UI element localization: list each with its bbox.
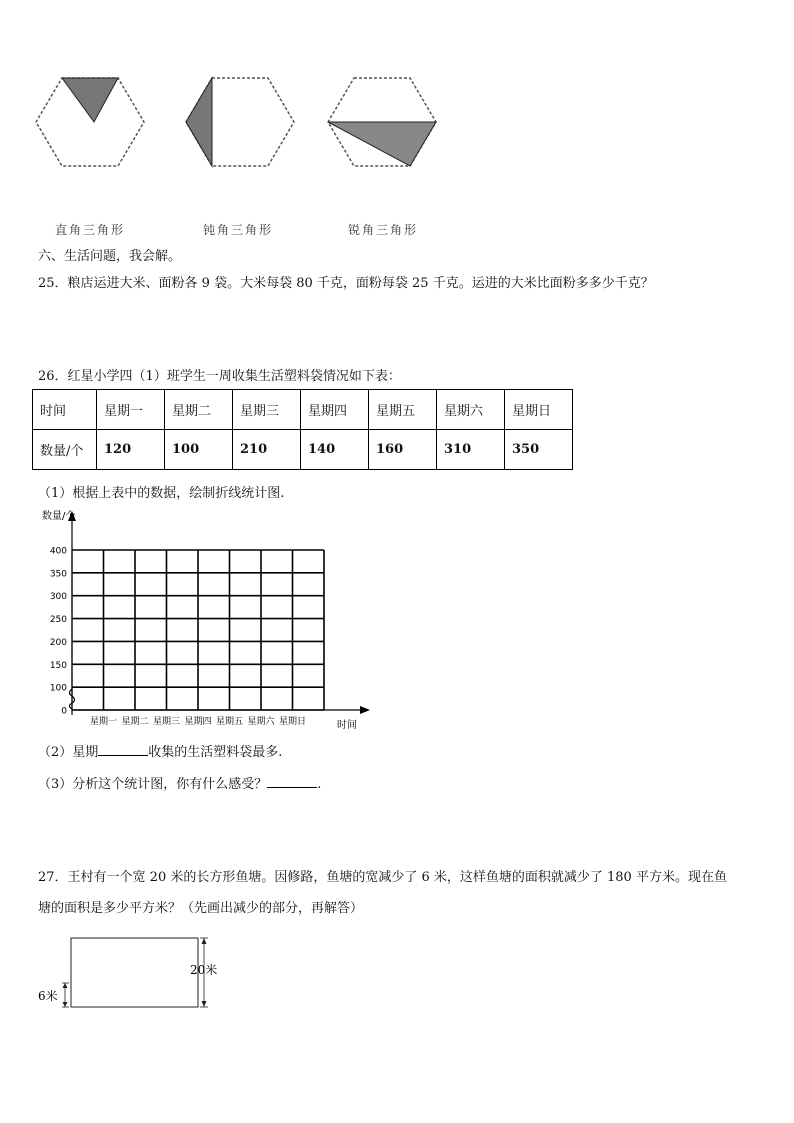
line-chart-grid <box>30 505 375 735</box>
x-tick-label: 星期日 <box>278 717 307 727</box>
table-row <box>33 390 573 430</box>
question-26-intro: 26．红星小学四（1）班学生一周收集生活塑料袋情况如下表： <box>38 369 401 384</box>
table-cell: 210 <box>233 430 301 470</box>
hexagon-acute-triangle <box>328 78 436 166</box>
table-cell: 星期四 <box>301 390 369 430</box>
question-26-sub3 <box>38 773 321 792</box>
reduce-label: 6米 <box>38 989 58 1003</box>
table-cell: 星期一 <box>97 390 165 430</box>
table-cell: 星期三 <box>233 390 301 430</box>
table-cell: 星期五 <box>369 390 437 430</box>
pond-rectangle <box>71 938 198 1007</box>
table-cell: 350 <box>505 430 573 470</box>
question-26-sub1: （1）根据上表中的数据，绘制折线统计图. <box>38 486 285 501</box>
y-axis-label: 数量/个 <box>42 511 76 522</box>
y-tick-label: 400 <box>49 546 67 557</box>
sub2-prefix: （2）星期 <box>38 745 99 760</box>
y-tick-label: 100 <box>49 683 67 694</box>
table-cell: 310 <box>437 430 505 470</box>
data-table <box>32 389 573 470</box>
table-row <box>33 430 573 470</box>
table-cell: 星期六 <box>437 390 505 430</box>
y-tick-label: 150 <box>49 660 67 671</box>
table-cell: 140 <box>301 430 369 470</box>
table-cell: 100 <box>165 430 233 470</box>
question-25: 25．粮店运进大米、面粉各 9 袋。大米每袋 80 千克，面粉每袋 25 千克。运进的大米比面粉多多少千克？ <box>38 276 654 291</box>
table-cell: 星期日 <box>505 390 573 430</box>
y-tick-label: 0 <box>61 706 67 717</box>
x-tick-label: 星期五 <box>215 717 244 727</box>
section-title: 六、生活问题，我会解。 <box>38 249 182 264</box>
x-tick-label: 星期二 <box>121 717 149 727</box>
y-tick-label: 200 <box>49 637 67 648</box>
hexagon-right-triangle <box>36 78 144 166</box>
x-axis-arrow <box>360 706 370 714</box>
table-cell: 星期二 <box>165 390 233 430</box>
sub3-suffix: . <box>317 777 322 792</box>
width-label: 20米 <box>190 963 218 977</box>
x-tick-label: 星期三 <box>152 717 181 727</box>
question-27-line1: 27．王村有一个宽 20 米的长方形鱼塘。因修路，鱼塘的宽减少了 6 米，这样鱼塘的面积就减少了 180 平方米。现在鱼 <box>38 870 727 885</box>
x-tick-label: 星期一 <box>89 717 118 727</box>
rectangle-pond-figure <box>36 930 236 1015</box>
y-tick-label: 300 <box>49 592 67 603</box>
hexagon-figures <box>30 70 450 175</box>
y-tick-label: 250 <box>49 615 67 626</box>
table-cell: 时间 <box>33 390 97 430</box>
x-tick-label: 星期六 <box>247 717 275 727</box>
question-26-sub2 <box>38 741 282 760</box>
sub2-suffix: 收集的生活塑料袋最多. <box>148 745 283 760</box>
x-tick-label: 星期四 <box>184 717 212 727</box>
y-tick-label: 350 <box>49 569 67 580</box>
table-cell: 数量/个 <box>33 430 97 470</box>
x-axis-label: 时间 <box>337 720 357 731</box>
table-cell: 160 <box>369 430 437 470</box>
hexagon-obtuse-triangle <box>186 78 294 166</box>
answer-blank-feeling[interactable] <box>267 787 317 788</box>
answer-blank-day[interactable] <box>98 755 148 756</box>
caption-right-triangle: 直角三角形 <box>55 223 126 237</box>
sub3-prefix: （3）分析这个统计图，你有什么感受？ <box>38 777 268 792</box>
caption-obtuse-triangle: 钝角三角形 <box>203 223 274 237</box>
caption-acute-triangle: 锐角三角形 <box>348 223 419 237</box>
question-27-line2: 塘的面积是多少平方米？（先画出减少的部分，再解答） <box>38 901 364 916</box>
table-cell: 120 <box>97 430 165 470</box>
